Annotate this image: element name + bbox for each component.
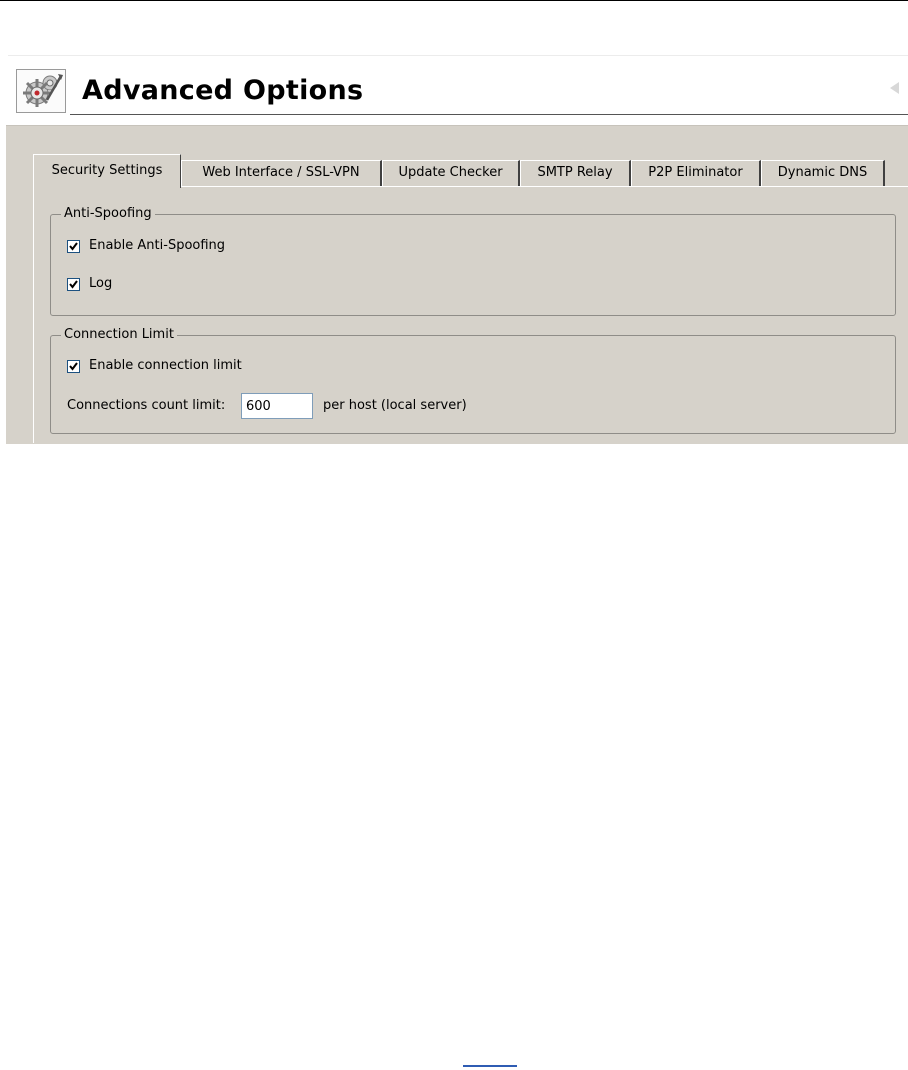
page-title: Advanced Options — [82, 75, 364, 106]
tab-label: Dynamic DNS — [777, 165, 868, 180]
title-underline — [70, 114, 908, 115]
log-checkbox[interactable] — [67, 278, 80, 291]
tab-p2p-eliminator[interactable] — [631, 160, 761, 186]
tab-label: Web Interface / SSL-VPN — [202, 165, 360, 180]
tab-smtp-relay[interactable] — [520, 160, 631, 186]
enable-anti-spoofing-label: Enable Anti-Spoofing — [89, 238, 226, 253]
scroll-left-arrow-icon[interactable] — [890, 82, 899, 94]
top-border — [0, 0, 908, 1]
tab-label: Update Checker — [398, 165, 503, 180]
tab-security-settings[interactable] — [33, 154, 181, 188]
tab-label: Security Settings — [51, 163, 163, 178]
tab-label: SMTP Relay — [537, 165, 613, 180]
enable-connection-limit-option[interactable] — [67, 358, 242, 374]
log-option[interactable] — [67, 276, 112, 292]
connections-count-limit-label: Connections count limit: — [67, 398, 226, 413]
tab-web-interface-ssl-vpn[interactable] — [181, 160, 382, 186]
tab-update-checker[interactable] — [382, 160, 520, 186]
connection-limit-legend: Connection Limit — [61, 327, 177, 343]
enable-connection-limit-checkbox[interactable] — [67, 360, 80, 373]
anti-spoofing-group — [50, 206, 896, 316]
enable-anti-spoofing-option[interactable] — [67, 238, 225, 254]
bottom-indicator — [463, 1065, 517, 1067]
connection-limit-group — [50, 327, 896, 434]
enable-connection-limit-label: Enable connection limit — [89, 358, 242, 373]
gears-wrench-icon — [16, 69, 66, 113]
header-divider — [8, 55, 908, 56]
per-host-label: per host (local server) — [323, 398, 467, 413]
connections-count-limit-input[interactable] — [241, 393, 313, 419]
tab-label: P2P Eliminator — [648, 165, 743, 180]
enable-anti-spoofing-checkbox[interactable] — [67, 240, 80, 253]
log-label: Log — [89, 276, 113, 291]
anti-spoofing-legend: Anti-Spoofing — [61, 206, 155, 222]
tab-dynamic-dns[interactable] — [761, 160, 885, 186]
